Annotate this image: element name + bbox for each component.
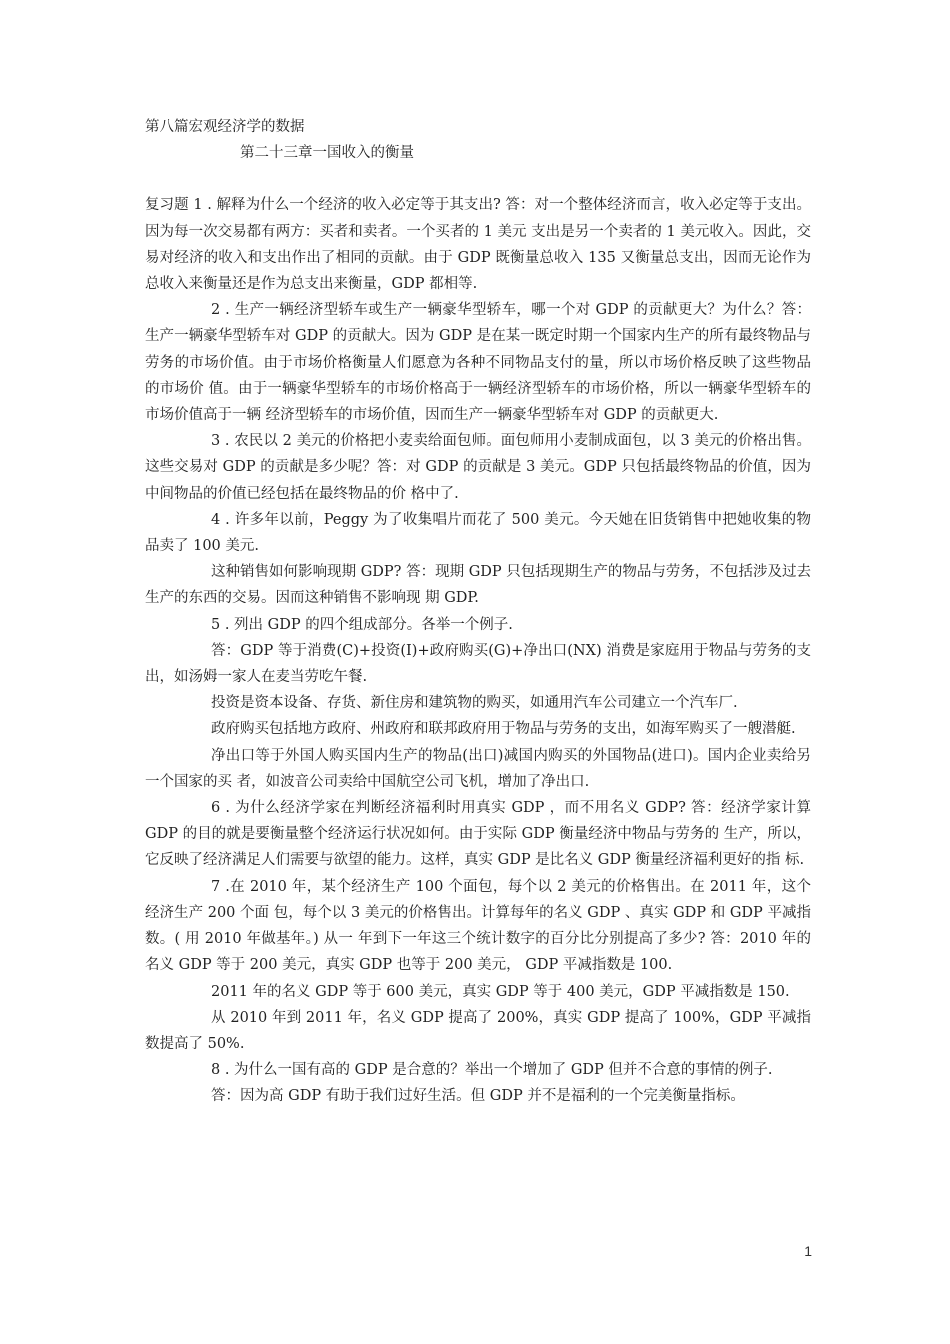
paragraph-answer-7-2011: 2011 年的名义 GDP 等于 600 美元，真实 GDP 等于 400 美元，GDP 平减指数是 150.	[211, 983, 790, 1000]
paragraph-answer-5-consumption: 答：GDP 等于消费(C)+投资(I)+政府购买(G)+净出口(NX) 消费是家庭用于物品与劳务的支出，如汤姆一家人在麦当劳吃午餐.	[145, 642, 811, 686]
document-body	[145, 114, 811, 1110]
paragraph-answer-5-investment: 投资是资本设备、存货、新住房和建筑物的购买，如通用汽车公司建立一个汽车厂.	[211, 695, 738, 712]
paragraph-answer-5-net-exports: 净出口等于外国人购买国内生产的物品(出口)减国内购买的外国物品(进口)。国内企业卖给另一个国家的买 者，如波音公司卖给中国航空公司飞机，增加了净出口.	[145, 747, 811, 790]
paragraph-question-2: 2 . 生产一辆经济型轿车或生产一辆豪华型轿车，哪一个对 GDP 的贡献更大？为什么？答：生产一辆豪华型轿车对 GDP 的贡献大。因为 GDP 是在某一既定时期一个国家内生产的所有最终物品与 劳务的市场价值。由于市场价格衡量人们愿意为各种不同物品支付的量，所以市场价格反映了这些物品的市场价 值。由于一辆豪华型轿车的市场价格高于一辆经济型轿车的市场价格，所以一辆豪华型轿车的市场价值高于一辆 经济型轿车的市场价值，因而生产一辆豪华型轿车对 GDP 的贡献更大.	[145, 302, 811, 424]
page-number: 1	[804, 1243, 812, 1259]
paragraph-answer-7-growth: 从 2010 年到 2011 年，名义 GDP 提高了 200%，真实 GDP 提高了 100%，GDP 平减指数提高了 50%.	[145, 1009, 811, 1052]
paragraph-question-8: 8 . 为什么一国有高的 GDP 是合意的？举出一个增加了 GDP 但并不合意的事情的例子.	[211, 1062, 773, 1079]
paragraph-question-7: 7 .在 2010 年，某个经济生产 100 个面包，每个以 2 美元的价格售出。在 2011 年，这个经济生产 200 个面 包，每个以 3 美元的价格售出。计算每年的名义 GDP 、真实 GDP 和 GDP 平减指数。( 用 2010 年做基年。) 从一 年到下一年这三个统计数字的百分比分别提高了多少? 答：2010 年的名义 GDP 等于 200 美元，真实 GDP 也等于 200 美元， GDP 平减指数是 100.	[145, 878, 811, 974]
paragraph-question-3: 3 . 农民以 2 美元的价格把小麦卖给面包师。面包师用小麦制成面包，以 3 美元的价格出售。这些交易对 GDP 的贡献是多少呢？答：对 GDP 的贡献是 3 美元。GDP 只包括最终物品的价值，因为中间物品的价值已经包括在最终物品的价 格中了.	[145, 433, 811, 502]
paragraph-answer-8: 答：因为高 GDP 有助于我们过好生活。但 GDP 并不是福利的一个完美衡量指标。	[211, 1088, 745, 1105]
part-title: 第八篇宏观经济学的数据	[145, 119, 305, 135]
paragraph-answer-5-government: 政府购买包括地方政府、州政府和联邦政府用于物品与劳务的支出，如海军购买了一艘潜艇.	[211, 721, 796, 738]
paragraph-review-question-1: 复习题 1 . 解释为什么一个经济的收入必定等于其支出? 答：对一个整体经济而言，收入必定等于支出。因为每一次交易都有两方：买者和卖者。一个买者的 1 美元 支出是另一个卖者的 1 美元收入。因此，交易对经济的收入和支出作出了相同的贡献。由于 GDP 既衡量总收入 135 又衡量总支出，因而无论作为总收入来衡量还是作为总支出来衡量，GDP 都相等.	[145, 197, 811, 293]
paragraph-question-5: 5 . 列出 GDP 的四个组成部分。各举一个例子.	[211, 616, 513, 633]
chapter-title: 第二十三章一国收入的衡量	[240, 145, 414, 162]
paragraph-question-4: 4 . 许多年以前，Peggy 为了收集唱片而花了 500 美元。今天她在旧货销售中把她收集的物品卖了 100 美元.	[145, 511, 811, 555]
title-spacer	[145, 166, 811, 192]
paragraph-question-6: 6 . 为什么经济学家在判断经济福利时用真实 GDP ，而不用名义 GDP? 答：经济学家计算 GDP 的目的就是要衡量整个经济运行状况如何。由于实际 GDP 衡量经济中物品与劳务的 生产，所以，它反映了经济满足人们需要与欲望的能力。这样，真实 GDP 是比名义 GDP 衡量经济福利更好的指 标.	[145, 800, 811, 869]
paragraph-answer-4: 这种销售如何影响现期 GDP? 答：现期 GDP 只包括现期生产的物品与劳务，不包括涉及过去生产的东西的交易。因而这种销售不影响现 期 GDP.	[145, 564, 811, 607]
